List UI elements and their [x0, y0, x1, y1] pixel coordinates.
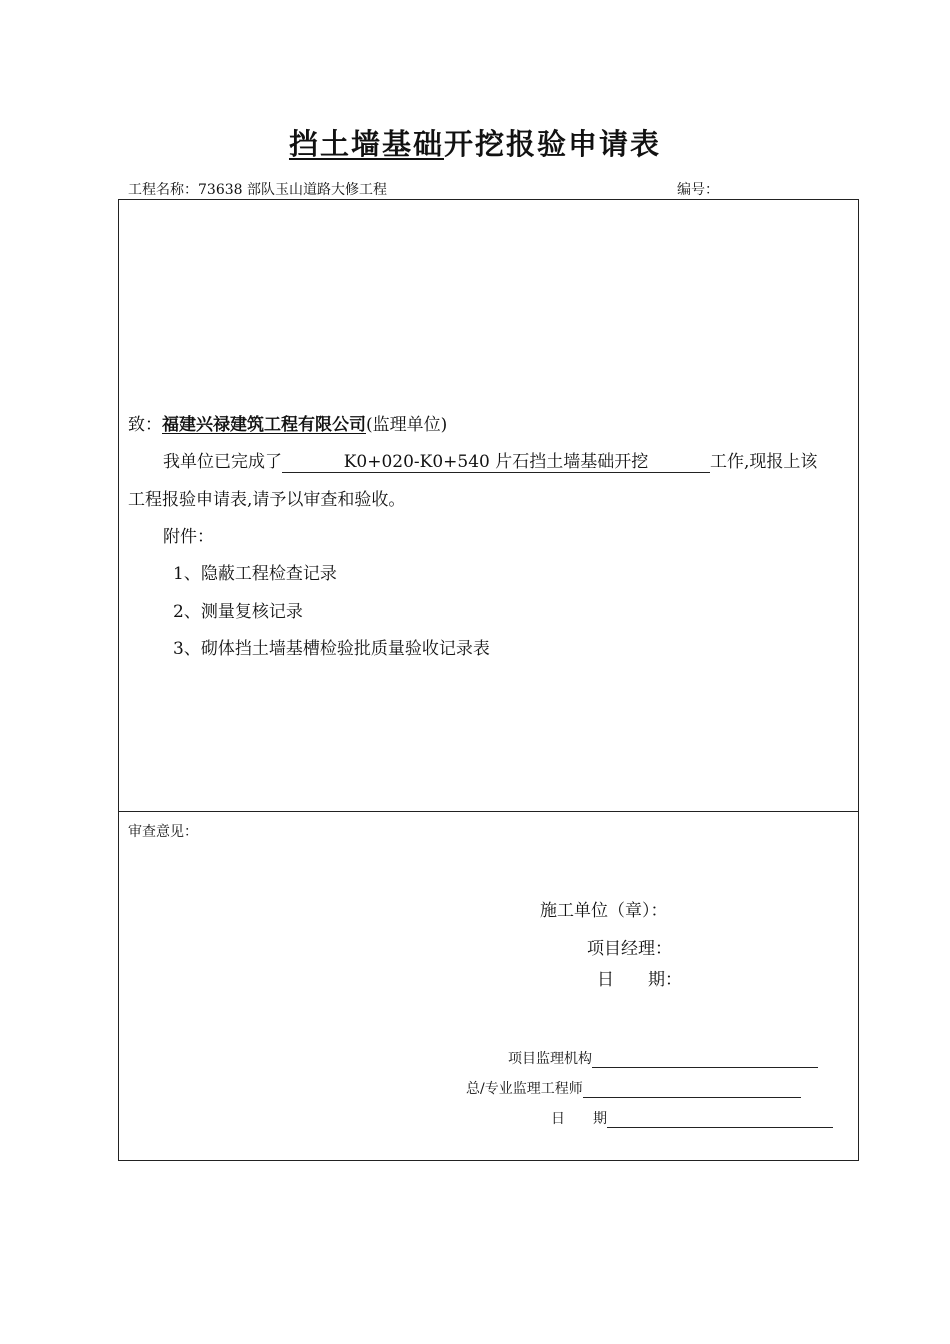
- title-underlined: 挡土墙基础: [288, 127, 444, 161]
- work-item-field: K0+020-K0+540 片石挡土墙基础开挖: [282, 447, 710, 473]
- supervision-org-row: [508, 1048, 818, 1068]
- attachments-label: 附件：: [163, 527, 214, 547]
- project-name: 工程名称：73638 部队玉山道路大修工程: [128, 182, 387, 198]
- review-date-line[interactable]: [607, 1113, 833, 1128]
- application-body-line2: 工程报验申请表,请予以审查和验收。: [128, 490, 406, 510]
- engineer-row: [466, 1078, 801, 1098]
- review-section: [118, 811, 859, 1161]
- to-prefix: 致：: [128, 415, 162, 435]
- contractor-seal-label: 施工单位（章）：: [540, 901, 668, 921]
- engineer-signature-line[interactable]: [583, 1083, 801, 1098]
- page-title: [0, 122, 950, 163]
- supervision-org-signature-line[interactable]: [592, 1053, 818, 1068]
- serial-number-label: 编号：: [677, 182, 719, 198]
- attachment-item: 3、砌体挡土墙基槽检验批质量验收记录表: [173, 639, 490, 659]
- review-date-row: [551, 1108, 833, 1128]
- review-opinion-label: 审查意见：: [128, 824, 198, 840]
- addressee-line: [128, 410, 447, 435]
- body-prefix: 我单位已完成了: [163, 452, 282, 472]
- title-rest: 开挖报验申请表: [444, 127, 662, 161]
- application-date-label: 日 期：: [597, 970, 682, 990]
- application-body-line1: [163, 447, 817, 473]
- company-suffix: (监理单位): [366, 415, 448, 435]
- supervision-org-label: 项目监理机构: [508, 1051, 592, 1067]
- attachment-item: 1、隐蔽工程检查记录: [173, 564, 337, 584]
- project-manager-label: 项目经理：: [587, 939, 672, 959]
- engineer-label: 总/专业监理工程师: [466, 1081, 583, 1097]
- supervisor-company: 福建兴禄建筑工程有限公司: [162, 415, 366, 435]
- attachment-item: 2、测量复核记录: [173, 602, 303, 622]
- review-date-label: 日 期: [551, 1111, 607, 1127]
- body-suffix: 工作,现报上该: [710, 452, 818, 472]
